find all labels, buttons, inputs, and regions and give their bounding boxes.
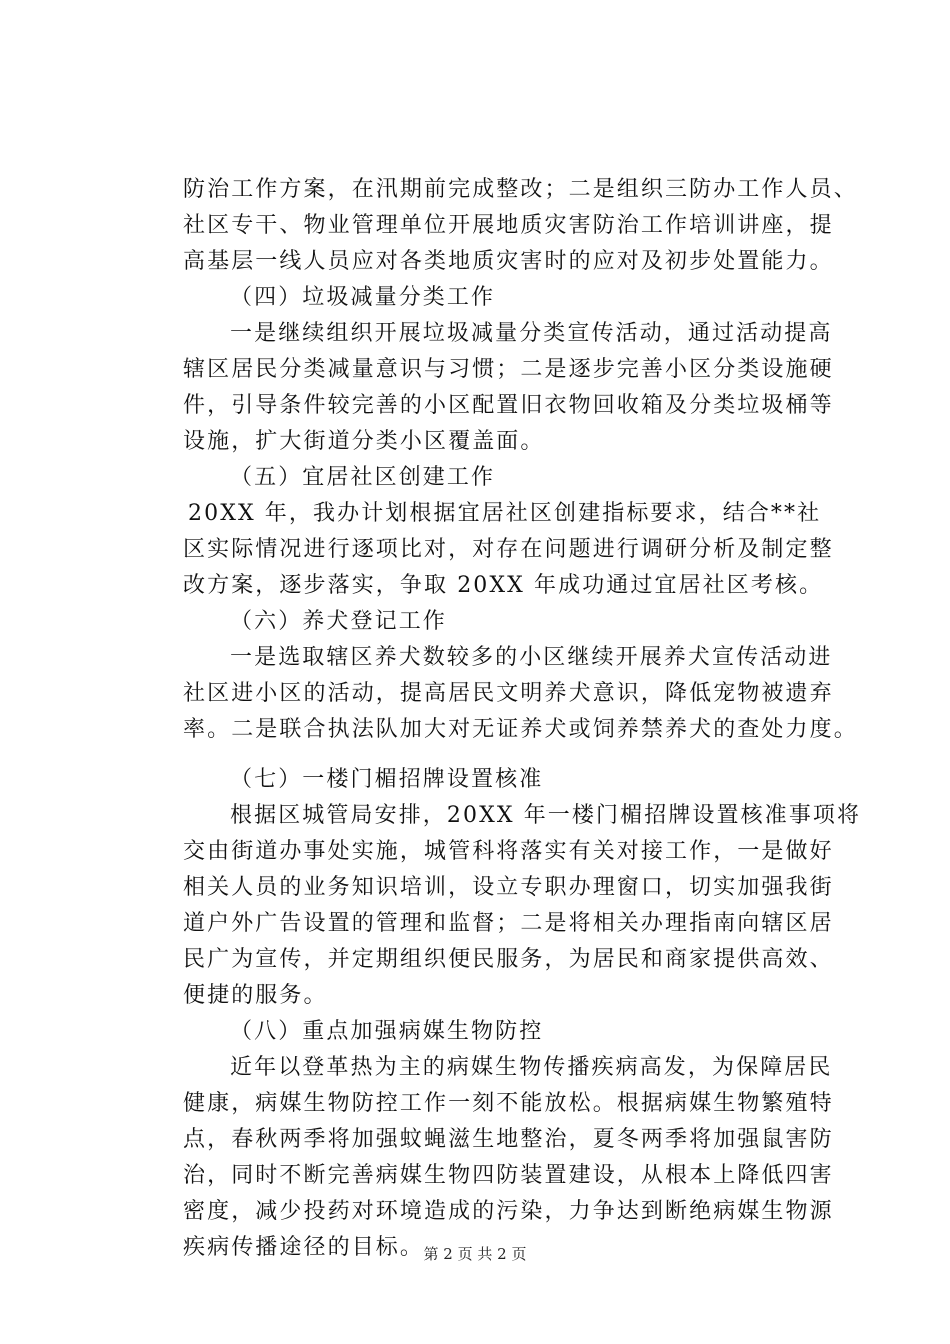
paragraph-line: 社区专干、物业管理单位开展地质灾害防治工作培训讲座，提 xyxy=(183,213,834,238)
paragraph-line: 社区进小区的活动，提高居民文明养犬意识，降低宠物被遗弃 xyxy=(183,681,834,706)
paragraph-line: 率。二是联合执法队加大对无证养犬或饲养禁养犬的查处力度。 xyxy=(183,717,858,742)
paragraph-line: 相关人员的业务知识培训，设立专职办理窗口，切实加强我街 xyxy=(183,875,834,900)
paragraph-line: 改方案，逐步落实，争取 20XX 年成功通过宜居社区考核。 xyxy=(183,573,824,598)
paragraph-line: 便捷的服务。 xyxy=(183,983,328,1008)
paragraph-gap xyxy=(183,748,843,762)
paragraph-line: 根据区城管局安排，20XX 年一楼门楣招牌设置核准事项将 xyxy=(230,803,862,828)
document-body xyxy=(183,172,862,1266)
section-heading: （八）重点加强病媒生物防控 xyxy=(230,1019,544,1044)
paragraph-line: 治，同时不断完善病媒生物四防装置建设，从根本上降低四害 xyxy=(183,1163,834,1188)
paragraph-line: 一是继续组织开展垃圾减量分类宣传活动，通过活动提高 xyxy=(230,321,833,346)
paragraph-line: 防治工作方案，在汛期前完成整改；二是组织三防办工作人员、 xyxy=(183,177,858,202)
section-heading: （五）宜居社区创建工作 xyxy=(230,465,496,490)
paragraph-line: 件，引导条件较完善的小区配置旧衣物回收箱及分类垃圾桶等 xyxy=(183,393,834,418)
paragraph-line: 高基层一线人员应对各类地质灾害时的应对及初步处置能力。 xyxy=(183,249,834,274)
page-footer: 第 2 页 共 2 页 xyxy=(423,1245,527,1263)
paragraph-line: 设施，扩大街道分类小区覆盖面。 xyxy=(183,429,545,454)
paragraph-line: 近年以登革热为主的病媒生物传播疾病高发，为保障居民 xyxy=(230,1055,833,1080)
paragraph-line: 交由街道办事处实施，城管科将落实有关对接工作，一是做好 xyxy=(183,839,834,864)
paragraph-line: 20XX 年，我办计划根据宜居社区创建指标要求，结合**社 xyxy=(188,501,822,526)
paragraph-line: 区实际情况进行逐项比对，对存在问题进行调研分析及制定整 xyxy=(183,537,834,562)
section-heading: （六）养犬登记工作 xyxy=(230,609,447,634)
section-heading: （七）一楼门楣招牌设置核准 xyxy=(230,767,544,792)
paragraph-line: 密度，减少投药对环境造成的污染，力争达到断绝病媒生物源 xyxy=(183,1199,834,1224)
paragraph-line: 点，春秋两季将加强蚊蝇滋生地整治，夏冬两季将加强鼠害防 xyxy=(183,1127,834,1152)
paragraph-line: 道户外广告设置的管理和监督；二是将相关办理指南向辖区居 xyxy=(183,911,834,936)
paragraph-line: 辖区居民分类减量意识与习惯；二是逐步完善小区分类设施硬 xyxy=(183,357,834,382)
paragraph-line: 一是选取辖区养犬数较多的小区继续开展养犬宣传活动进 xyxy=(230,645,833,670)
paragraph-line: 健康，病媒生物防控工作一刻不能放松。根据病媒生物繁殖特 xyxy=(183,1091,834,1116)
section-heading: （四）垃圾减量分类工作 xyxy=(230,285,496,310)
paragraph-line: 疾病传播途径的目标。 xyxy=(183,1235,425,1260)
paragraph-line: 民广为宣传，并定期组织便民服务，为居民和商家提供高效、 xyxy=(183,947,834,972)
